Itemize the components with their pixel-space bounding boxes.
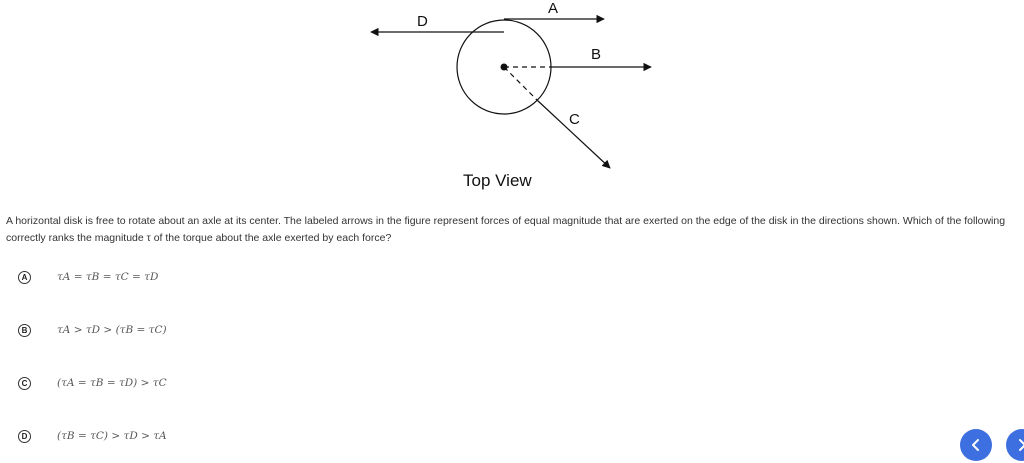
figure-caption: Top View [463,171,532,190]
choice-d[interactable] [18,425,167,447]
choice-a-letter: A [18,271,31,284]
choice-c[interactable] [18,372,167,394]
choice-a-text: τA = τB = τC = τD [57,271,159,283]
choice-c-text: (τA = τB = τD) > τC [57,377,167,389]
next-button[interactable] [1006,429,1024,461]
choice-b-letter: B [18,324,31,337]
choice-b[interactable] [18,319,167,341]
choice-d-text: (τB = τC) > τD > τA [57,430,167,442]
question-text: A horizontal disk is free to rotate about an axle at its center. The labeled arrows in the figure represent forces of equal magnitude that are exerted on the edge of the disk in the directions shown. Which of the following correctly ranks the magnitude τ of the torque about the axle exerted by each force? [6,215,1006,244]
previous-button[interactable] [960,429,992,461]
label-a: A [548,0,559,17]
axle-dot [501,64,508,71]
chevron-right-icon [1015,438,1024,452]
label-d: D [417,13,428,30]
torque-diagram [360,0,660,200]
label-c: C [569,111,580,128]
choice-c-letter: C [18,377,31,390]
radius-dashed-diagonal [504,67,537,100]
choice-a[interactable] [18,266,158,288]
choice-b-text: τA > τD > (τB = τC) [57,324,167,336]
label-b: B [591,46,602,63]
choice-d-letter: D [18,430,31,443]
chevron-left-icon [969,438,983,452]
